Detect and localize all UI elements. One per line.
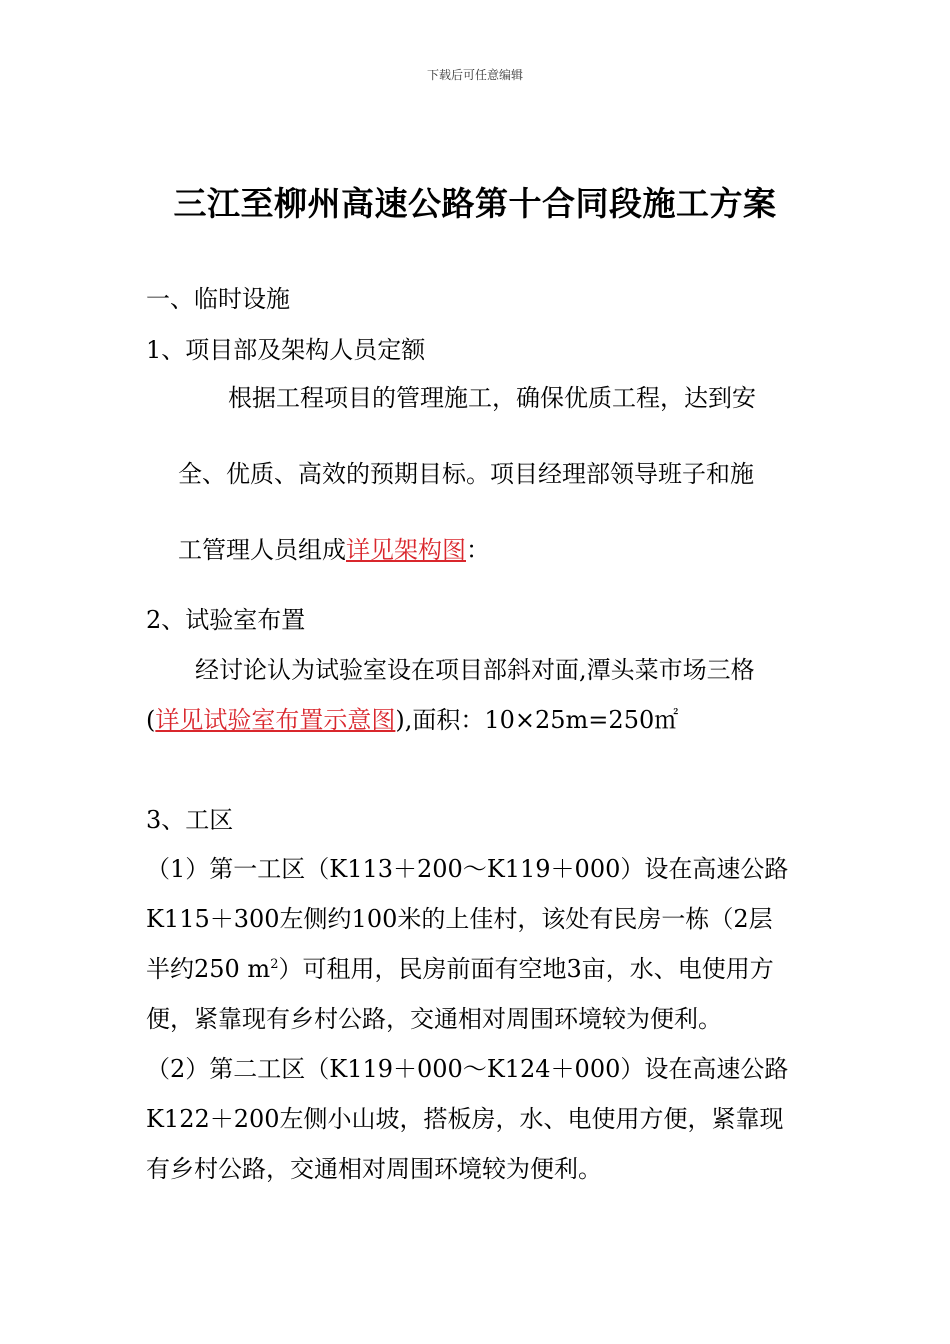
paragraph-text: 工管理人员组成 <box>178 536 346 564</box>
paragraph-line: 经讨论认为试验室设在项目部斜对面,潭头菜市场三格 <box>195 656 755 684</box>
subsection-heading-work-areas: 3、工区 <box>146 806 234 834</box>
paragraph-text: ）可租用，民房前面有空地3亩，水、电使用方 <box>278 955 774 983</box>
paragraph-line: 便，紧靠现有乡村公路，交通相对周围环境较为便利。 <box>146 1005 722 1033</box>
paragraph-line <box>178 533 490 567</box>
org-chart-link[interactable]: 详见架构图 <box>346 536 466 564</box>
paragraph-line: 根据工程项目的管理施工，确保优质工程，达到安 <box>228 384 756 412</box>
superscript: 2 <box>270 957 279 972</box>
paragraph-line <box>146 952 774 986</box>
paragraph-text: ： <box>466 536 490 564</box>
lab-layout-link[interactable]: 详见试验室布置示意图 <box>155 706 396 734</box>
paragraph-line: 全、优质、高效的预期目标。项目经理部领导班子和施 <box>178 460 754 488</box>
paragraph-line <box>146 703 678 737</box>
paragraph-text: ),面积：10×25m=250㎡ <box>395 706 679 734</box>
document-title: 三江至柳州高速公路第十合同段施工方案 <box>173 184 777 223</box>
paragraph-line: （1）第一工区（K113＋200～K119＋000）设在高速公路 <box>146 855 789 883</box>
paragraph-line: 有乡村公路，交通相对周围环境较为便利。 <box>146 1155 602 1183</box>
section-heading-temporary-facilities: 一、临时设施 <box>146 285 290 313</box>
paragraph-line: K115＋300左侧约100米的上佳村，该处有民房一栋（2层 <box>146 905 773 933</box>
paragraph-text: ( <box>146 706 156 734</box>
header-note: 下载后可任意编辑 <box>426 68 523 82</box>
paragraph-text: 半约250 m <box>146 955 271 983</box>
paragraph-line: （2）第二工区（K119＋000～K124＋000）设在高速公路 <box>146 1055 789 1083</box>
paragraph-line: K122＋200左侧小山坡，搭板房，水、电使用方便，紧靠现 <box>146 1105 784 1133</box>
subsection-heading-project-department: 1、项目部及架构人员定额 <box>146 336 426 364</box>
subsection-heading-lab-layout: 2、试验室布置 <box>146 606 306 634</box>
